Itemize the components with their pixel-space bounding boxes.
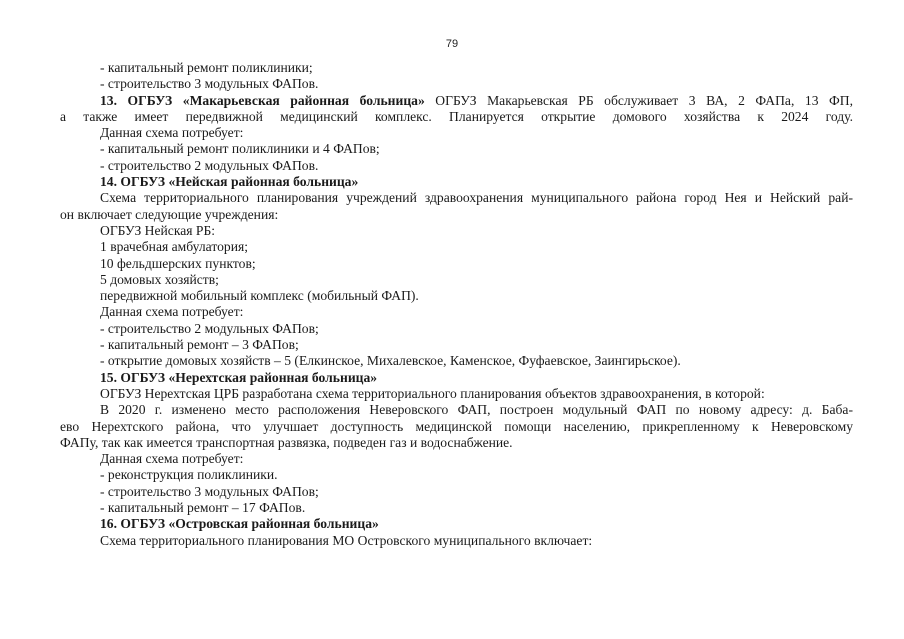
text-line: ево Нерехтского района, что улучшает доступность медицинской помощи населению, прикрепленному к Неверовскому (60, 418, 853, 434)
section-heading-14: 14. ОГБУЗ «Нейская районная больница» (100, 174, 359, 190)
section-heading-16: 16. ОГБУЗ «Островская районная больница» (100, 516, 379, 532)
page-number: 79 (445, 38, 459, 50)
text-line: - строительство 3 модульных ФАПов; (100, 483, 319, 499)
text-line: - строительство 3 модульных ФАПов. (100, 76, 319, 92)
text-line: ОГБУЗ Нерехтская ЦРБ разработана схема территориального планирования объектов здравоохранения, в которой: (100, 385, 765, 401)
text-line: передвижной мобильный комплекс (мобильный ФАП). (100, 288, 419, 304)
text-line: - реконструкция поликлиники. (100, 467, 278, 483)
text-line: - капитальный ремонт поликлиники и 4 ФАПов; (100, 141, 380, 157)
text-line: он включает следующие учреждения: (60, 206, 279, 222)
document-body (60, 60, 853, 549)
text-line: В 2020 г. изменено место расположения Неверовского ФАП, построен модульный ФАП по новому адресу: д. Баба- (100, 402, 853, 418)
section-heading-15: 15. ОГБУЗ «Нерехтская районная больница» (100, 369, 378, 385)
text-line: 10 фельдшерских пунктов; (100, 255, 256, 271)
text-line: - строительство 2 модульных ФАПов. (100, 157, 319, 173)
text-line: 1 врачебная амбулатория; (100, 239, 249, 255)
text-line: - открытие домовых хозяйств – 5 (Елкинское, Михалевское, Каменское, Фуфаевское, Заингирьское). (100, 353, 681, 369)
text-line: ФАПу, так как имеется транспортная развязка, подведен газ и водоснабжение. (60, 434, 513, 450)
text-line: - капитальный ремонт поликлиники; (100, 60, 313, 75)
text-line: Данная схема потребует: (100, 304, 244, 320)
text-span: ОГБУЗ Макарьевская РБ обслуживает 3 ВА, 2 ФАПа, 13 ФП, (424, 92, 853, 108)
text-line: 5 домовых хозяйств; (100, 271, 219, 287)
section-heading-13: 13. ОГБУЗ «Макарьевская районная больница» (100, 92, 425, 108)
text-line: Схема территориального планирования МО Островского муниципального включает: (100, 532, 593, 548)
section-13-line (60, 93, 853, 109)
text-line: ОГБУЗ Нейская РБ: (100, 222, 216, 238)
text-line: - капитальный ремонт – 17 ФАПов. (100, 500, 306, 516)
text-line: Данная схема потребует: (100, 125, 244, 141)
text-line: а также имеет передвижной медицинский комплекс. Планируется открытие домового хозяйства к 2024 году. (60, 108, 853, 124)
text-line: - капитальный ремонт – 3 ФАПов; (100, 337, 299, 353)
text-line: Данная схема потребует: (100, 451, 244, 467)
text-line: Схема территориального планирования учреждений здравоохранения муниципального района город Нея и Нейский рай- (100, 190, 853, 206)
text-line: - строительство 2 модульных ФАПов; (100, 320, 319, 336)
